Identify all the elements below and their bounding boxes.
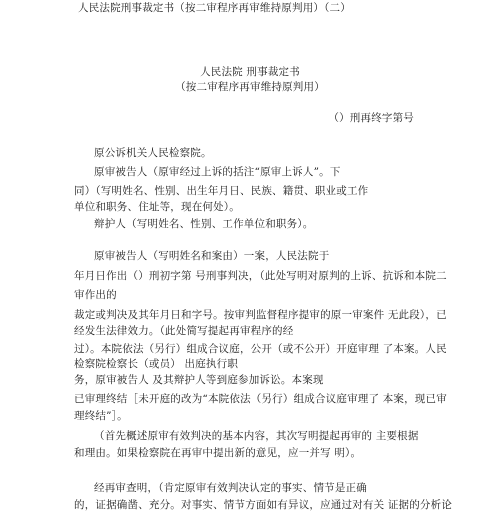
paragraph-line: 原审被告人（原审经过上诉的括注“原审上诉人”。下 <box>94 166 341 178</box>
paragraph-line: 经再审查明，（肯定原审有效判决认定的事实、情节是正确 <box>94 482 367 494</box>
document-title: 人民法院 刑事裁定书 <box>200 66 300 78</box>
paragraph-line: 同）（写明姓名、性别、出生年月日、民族、籍贯、职业或工作 <box>74 185 369 197</box>
paragraph-line: 已审理终结［未开庭的改为“本院依法（另行）组成合议庭审理了 本案，现已审 <box>74 393 447 405</box>
paragraph-line: 过）。本院依法（另行）组成合议庭，公开（或不公开）开庭审理 了本案。人民 <box>74 343 447 355</box>
paragraph-line: 务，原审被告人 及其辩护人等到庭参加诉讼。本案现 <box>74 374 324 386</box>
paragraph-line: 的，证据确凿、充分。对事实、情节方面如有异议，应通过对有关 证据的分析论 <box>74 499 453 511</box>
paragraph-line: 和理由。如果检察院在再审中提出新的意见，应一并写 明）。 <box>74 447 362 459</box>
paragraph-line: 原审被告人（写明姓名和案由）一案，人民法院于 <box>94 250 330 262</box>
paragraph-line: 经发生法律效力。（此处简写提起再审程序的经 <box>74 325 294 337</box>
running-header: 人民法院刑事裁定书（按二审程序再审维持原判用）（二） <box>78 2 351 14</box>
case-number: （）刑再终字第号 <box>328 112 414 124</box>
paragraph-line: 原公诉机关人民检察院。 <box>94 147 212 159</box>
paragraph-line: 单位和职务、住址等，现在何处）。 <box>74 201 240 213</box>
paragraph-line: 理终结”］。 <box>74 410 128 422</box>
document-subtitle: （按二审程序再审维持原判用） <box>175 81 325 93</box>
paragraph-line: （首先概述原审有效判决的基本内容，其次写明提起再审的 主要根据 <box>94 430 419 442</box>
paragraph-line: 辩护人（写明姓名、性别、工作单位和职务）。 <box>94 218 314 230</box>
paragraph-line: 年月日作出（）刑初字第 号刑事判决，（此处写明对原判的上诉、抗诉和本院二 <box>74 270 447 282</box>
paragraph-line: 裁定或判决及其年月日和字号。按审判监督程序提审的原一审案件 无此段），已 <box>74 309 447 321</box>
paragraph-line: 检察院检察长（或员） 出庭执行职 <box>74 358 239 370</box>
paragraph-line: 审作出的 <box>74 289 117 301</box>
